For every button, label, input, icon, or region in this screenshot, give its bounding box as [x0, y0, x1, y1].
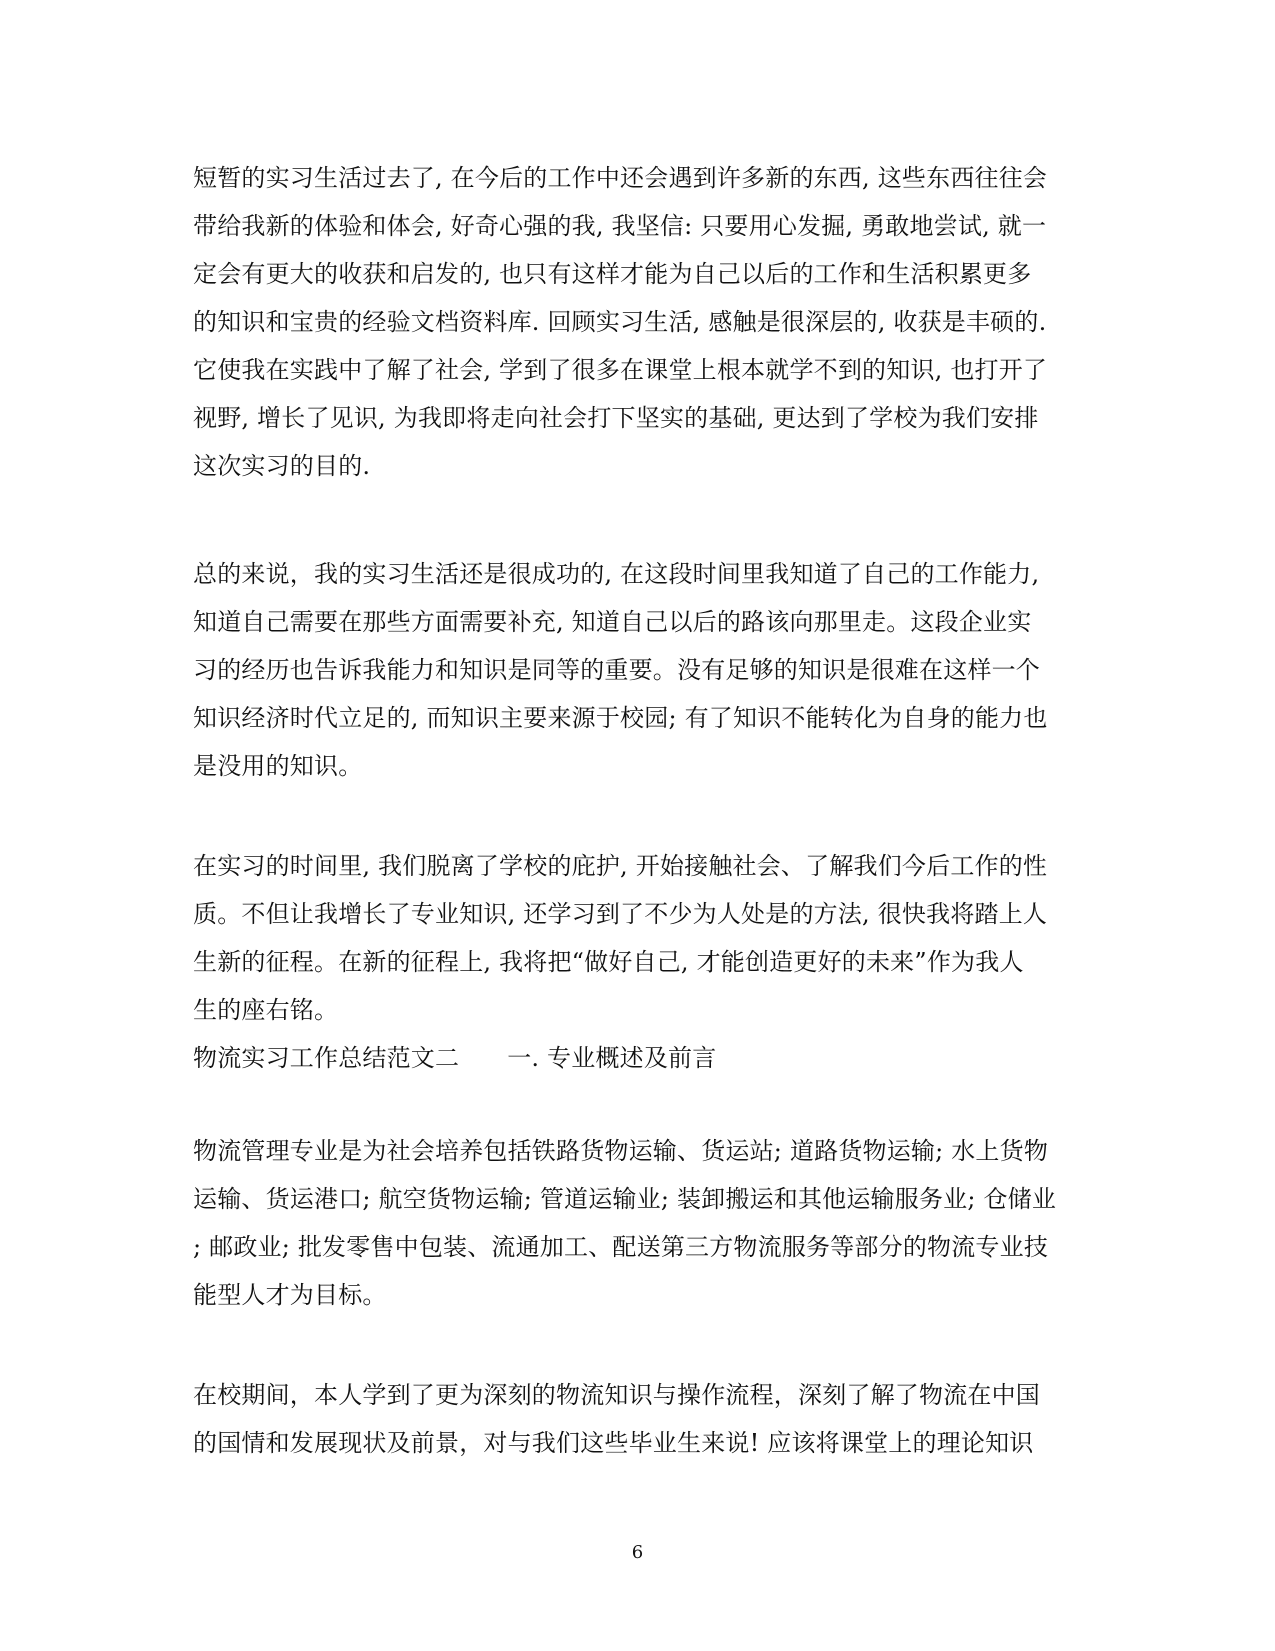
text-line: 视野, 增长了见识, 为我即将走向社会打下坚实的基础, 更达到了学校为我们安排: [193, 404, 1039, 432]
text-line: 在校期间，本人学到了更为深刻的物流知识与操作流程，深刻了解了物流在中国: [193, 1381, 1040, 1409]
text-line: 能型人才为目标。: [193, 1281, 387, 1309]
text-line: 定会有更大的收获和启发的, 也只有这样才能为自己以后的工作和生活积累更多: [193, 260, 1032, 288]
text-line: 在实习的时间里, 我们脱离了学校的庇护, 开始接触社会、了解我们今后工作的性: [193, 852, 1048, 880]
paragraph-school-period: [193, 1371, 1068, 1467]
text-line: 知识经济时代立足的, 而知识主要来源于校园; 有了知识不能转化为自身的能力也: [193, 704, 1048, 732]
text-line: 短暂的实习生活过去了, 在今后的工作中还会遇到许多新的东西, 这些东西往往会: [193, 164, 1048, 192]
text-line: 知道自己需要在那些方面需要补充, 知道自己以后的路该向那里走。这段企业实: [193, 608, 1032, 636]
text-line: 总的来说，我的实习生活还是很成功的, 在这段时间里我知道了自己的工作能力,: [193, 560, 1040, 588]
text-line: 运输、货运港口; 航空货物运输; 管道运输业; 装卸搬运和其他运输服务业; 仓储业: [193, 1185, 1057, 1213]
text-line: 这次实习的目的.: [193, 452, 371, 480]
text-line: 的知识和宝贵的经验文档资料库. 回顾实习生活, 感触是很深层的, 收获是丰硕的.: [193, 308, 1047, 336]
page-number: 6: [631, 1542, 644, 1563]
text-line: 它使我在实践中了解了社会, 学到了很多在课堂上根本就学不到的知识, 也打开了: [193, 356, 1048, 384]
section-heading: [193, 1034, 1068, 1082]
text-line: 习的经历也告诉我能力和知识是同等的重要。没有足够的知识是很难在这样一个: [193, 656, 1040, 684]
paragraph-future-outlook: [193, 842, 1068, 1034]
text-line: 质。不但让我增长了专业知识, 还学习到了不少为人处是的方法, 很快我将踏上人: [193, 900, 1048, 928]
heading-subtitle: 一. 专业概述及前言: [507, 1044, 717, 1072]
heading-title: 物流实习工作总结范文二: [193, 1044, 460, 1072]
text-line: 是没用的知识。: [193, 752, 363, 780]
text-line: 带给我新的体验和体会, 好奇心强的我, 我坚信: 只要用心发掘, 勇敢地尝试, 就一: [193, 212, 1047, 240]
paragraph-summary: [193, 550, 1068, 790]
text-line: 的国情和发展现状及前景，对与我们这些毕业生来说! 应该将课堂上的理论知识: [193, 1429, 1034, 1457]
text-line: 生新的征程。在新的征程上, 我将把“做好自己, 才能创造更好的未来”作为我人: [193, 948, 1024, 976]
text-line: ; 邮政业; 批发零售中包装、流通加工、配送第三方物流服务等部分的物流专业技: [193, 1233, 1049, 1261]
text-line: 物流管理专业是为社会培养包括铁路货物运输、货运站; 道路货物运输; 水上货物: [193, 1137, 1049, 1165]
paragraph-internship-reflection: [193, 154, 1068, 490]
heading-line: [193, 1034, 1068, 1082]
text-line: 生的座右铭。: [193, 996, 339, 1024]
paragraph-major-overview: [193, 1127, 1068, 1319]
